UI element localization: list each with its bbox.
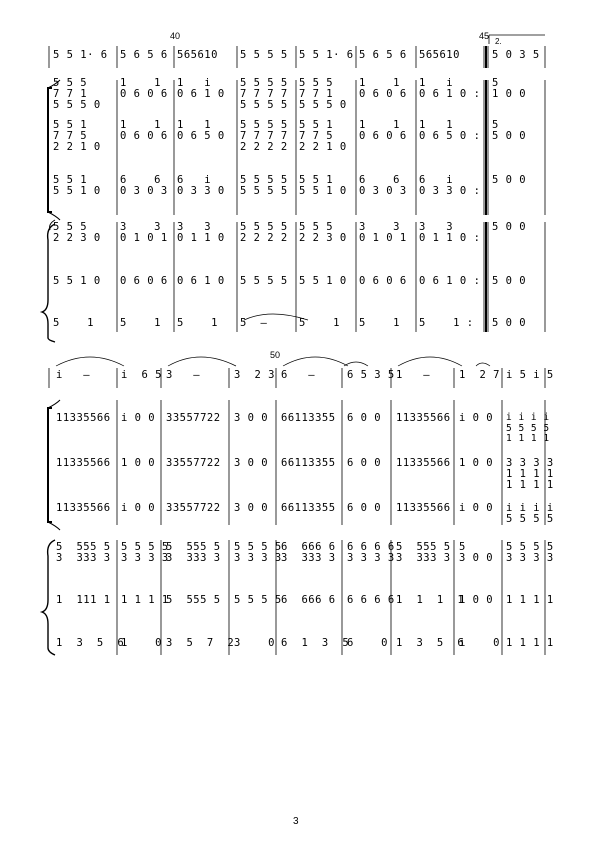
system1-melody-measure-8: 5 0 3 5 <box>492 49 540 61</box>
system1-staff-b-top-measure-7: 3 3 0 1 1 0 : <box>419 221 481 244</box>
system1-staff-a-top-measure-6: 1 1 0 6 0 6 <box>359 77 407 100</box>
measure-number-45: 45 <box>479 31 490 41</box>
system2-staff-a-mid-measure-9: 3 3 3 3 1 1 1 1 1 1 1 1 <box>506 457 554 491</box>
system2-staff-a-mid-measure-7: 11335566 <box>396 457 451 469</box>
system1-staff-a-bot-measure-8: 5 0 0 <box>492 174 527 186</box>
system2-staff-b-mid-measure-3: 5 555 5 <box>166 594 221 606</box>
system2-staff-a-top-measure-3: 33557722 <box>166 412 221 424</box>
system2-staff-b-top-measure-8: 5 3 0 0 <box>459 541 494 564</box>
system2-staff-b-bot-measure-2: 1 0 <box>121 637 162 649</box>
system1-melody-measure-7: 565610 <box>419 49 460 61</box>
system1-staff-a-top-measure-1: 5 5 5 7 7 1 5 5 5 0 <box>53 77 101 111</box>
system1-melody-measure-3: 565610 <box>177 49 218 61</box>
system2-melody-measure-9: i 5 i 5 <box>506 369 554 381</box>
system2-staff-a-bot-measure-7: 11335566 <box>396 502 451 514</box>
measure-number-40: 40 <box>170 31 181 41</box>
system1-staff-a-mid-measure-2: 1 1 0 6 0 6 <box>120 119 168 142</box>
system2-staff-a-top-measure-8: i 0 0 <box>459 412 494 424</box>
system2-staff-b-mid-measure-9: 1 1 1 1 <box>506 594 554 606</box>
system1-staff-b-bot-measure-6: 5 1 <box>359 317 400 329</box>
system2-staff-a-top-measure-9: i i i i 5 5 5 5 1 1 1 1 <box>506 412 550 444</box>
system2-staff-b-top-measure-4: 5 5 5 5 3 3 3 3 <box>234 541 282 564</box>
system1-staff-a-bot-measure-1: 5 5 1 5 5 1 0 <box>53 174 101 197</box>
system2-staff-b-top-measure-7: 5 555 5 3 333 3 <box>396 541 451 564</box>
system1-staff-a-top-measure-5: 5 5 5 7 7 1 5 5 5 0 <box>299 77 347 111</box>
system2-melody-measure-1: i — <box>56 369 91 381</box>
system2-staff-a-mid-measure-8: 1 0 0 <box>459 457 494 469</box>
system2-staff-a-mid-measure-2: 1 0 0 <box>121 457 156 469</box>
system1-staff-b-top-measure-4: 5 5 5 5 2 2 2 2 <box>240 221 288 244</box>
system1-staff-a-mid-measure-5: 5 5 1 7 7 5 2 2 1 0 <box>299 119 347 153</box>
system2-staff-a-mid-measure-5: 66113355 <box>281 457 336 469</box>
system2-staff-b-bot-measure-8: i 0 <box>459 637 500 649</box>
system2-staff-b-top-measure-2: 5 5 5 5 3 3 3 3 <box>121 541 169 564</box>
system1-staff-a-bot-measure-3: 6 i 0 3 3 0 <box>177 174 225 197</box>
system1-staff-a-mid-measure-6: 1 1 0 6 0 6 <box>359 119 407 142</box>
system1-staff-b-top-measure-8: 5 0 0 <box>492 221 527 233</box>
system2-staff-a-top-measure-7: 11335566 <box>396 412 451 424</box>
system2-melody-measure-7: 1 — <box>396 369 431 381</box>
system1-staff-a-bot-measure-2: 6 6 0 3 0 3 <box>120 174 168 197</box>
system2-staff-a-mid-measure-6: 6 0 0 <box>347 457 382 469</box>
system2-staff-a-top-measure-5: 66113355 <box>281 412 336 424</box>
system1-staff-b-top-measure-6: 3 3 0 1 0 1 <box>359 221 407 244</box>
system1-melody-measure-5: 5 5 1· 6 <box>299 49 354 61</box>
system2-staff-b-bot-measure-9: 1 1 1 1 <box>506 637 554 649</box>
system2-staff-a-bot-measure-5: 66113355 <box>281 502 336 514</box>
system2-staff-a-bot-measure-9: i i i i 5 5 5 5 <box>506 502 554 525</box>
system1-melody-measure-2: 5 6 5 6 <box>120 49 168 61</box>
system1-staff-a-top-measure-8: 5 1 0 0 <box>492 77 527 100</box>
system1-staff-b-mid-measure-4: 5 5 5 5 <box>240 275 288 287</box>
system1-staff-b-top-measure-5: 5 5 5 2 2 3 0 <box>299 221 347 244</box>
system1-staff-a-mid-measure-4: 5 5 5 5 7 7 7 7 2 2 2 2 <box>240 119 288 153</box>
system2-staff-a-mid-measure-3: 33557722 <box>166 457 221 469</box>
volta-label: 2. <box>495 37 502 46</box>
system2-staff-a-bot-measure-4: 3 0 0 <box>234 502 269 514</box>
system2-staff-b-mid-measure-6: 6 6 6 6 <box>347 594 395 606</box>
system1-staff-a-top-measure-3: 1 i 0 6 1 0 <box>177 77 225 100</box>
system2-staff-b-top-measure-1: 5 555 5 3 333 3 <box>56 541 111 564</box>
system2-staff-a-top-measure-1: 11335566 <box>56 412 111 424</box>
system1-staff-b-top-measure-1: 5 5 5 2 2 3 0 <box>53 221 101 244</box>
system2-staff-b-bot-measure-4: 3 0 <box>234 637 275 649</box>
system2-staff-a-bot-measure-1: 11335566 <box>56 502 111 514</box>
system1-staff-b-bot-measure-2: 5 1 <box>120 317 161 329</box>
system2-melody-measure-6: 6 5 3 5 <box>347 369 395 381</box>
system2-staff-a-top-measure-4: 3 0 0 <box>234 412 269 424</box>
system1-staff-b-top-measure-3: 3 3 0 1 1 0 <box>177 221 225 244</box>
system2-staff-b-mid-measure-1: 1 111 1 <box>56 594 111 606</box>
system2-melody-measure-4: 3 2 3 <box>234 369 275 381</box>
system2-melody-measure-8: 1 2 7 <box>459 369 500 381</box>
system2-staff-a-bot-measure-8: i 0 0 <box>459 502 494 514</box>
system2-staff-a-bot-measure-2: i 0 0 <box>121 502 156 514</box>
system2-staff-b-mid-measure-5: 6 666 6 <box>281 594 336 606</box>
system1-staff-a-bot-measure-4: 5 5 5 5 5 5 5 5 <box>240 174 288 197</box>
system2-staff-b-bot-measure-7: 1 3 5 6 <box>396 637 465 649</box>
system2-staff-b-mid-measure-2: 1 1 1 1 <box>121 594 169 606</box>
system1-staff-a-mid-measure-7: 1 1 0 6 5 0 : <box>419 119 481 142</box>
page-number: 3 <box>293 816 299 827</box>
system1-staff-b-mid-measure-6: 0 6 0 6 <box>359 275 407 287</box>
system1-staff-b-bot-measure-4: 5 — <box>240 317 268 329</box>
system2-staff-b-mid-measure-8: 1 0 0 <box>459 594 494 606</box>
system2-staff-a-bot-measure-3: 33557722 <box>166 502 221 514</box>
system1-staff-a-top-measure-2: 1 1 0 6 0 6 <box>120 77 168 100</box>
system2-staff-b-bot-measure-5: 6 1 3 5 <box>281 637 350 649</box>
system1-staff-b-bot-measure-3: 5 1 <box>177 317 218 329</box>
measure-number-50: 50 <box>270 350 281 360</box>
system1-staff-b-bot-measure-5: 5 1 <box>299 317 340 329</box>
system1-staff-a-bot-measure-6: 6 6 0 3 0 3 <box>359 174 407 197</box>
system1-staff-b-top-measure-2: 3 3 0 1 0 1 <box>120 221 168 244</box>
system1-staff-b-mid-measure-2: 0 6 0 6 <box>120 275 168 287</box>
system1-melody-measure-1: 5 5 1· 6 <box>53 49 108 61</box>
system2-staff-b-top-measure-9: 5 5 5 5 3 3 3 3 <box>506 541 554 564</box>
system2-staff-b-top-measure-6: 6 6 6 6 3 3 3 3 <box>347 541 395 564</box>
system1-staff-a-bot-measure-7: 6 i 0 3 3 0 : <box>419 174 481 197</box>
system1-staff-a-mid-measure-1: 5 5 1 7 7 5 2 2 1 0 <box>53 119 101 153</box>
system2-melody-measure-5: 6 — <box>281 369 316 381</box>
system2-staff-a-mid-measure-4: 3 0 0 <box>234 457 269 469</box>
system1-staff-b-bot-measure-1: 5 1 <box>53 317 94 329</box>
system1-melody-measure-6: 5 6 5 6 <box>359 49 407 61</box>
system1-staff-a-bot-measure-5: 5 5 1 5 5 1 0 <box>299 174 347 197</box>
system2-staff-b-mid-measure-4: 5 5 5 5 <box>234 594 282 606</box>
system1-staff-b-mid-measure-1: 5 5 1 0 <box>53 275 101 287</box>
system2-staff-b-bot-measure-1: 1 3 5 6 <box>56 637 125 649</box>
system2-melody-measure-2: i 6 5 <box>121 369 162 381</box>
system1-staff-b-bot-measure-7: 5 1 : <box>419 317 474 329</box>
system2-staff-a-top-measure-6: 6 0 0 <box>347 412 382 424</box>
system1-staff-b-mid-measure-5: 5 5 1 0 <box>299 275 347 287</box>
system1-staff-a-top-measure-7: 1 i 0 6 1 0 : <box>419 77 481 100</box>
system2-staff-b-bot-measure-6: 6 0 <box>347 637 388 649</box>
system1-staff-b-mid-measure-8: 5 0 0 <box>492 275 527 287</box>
system1-staff-a-mid-measure-3: 1 1 0 6 5 0 <box>177 119 225 142</box>
system2-staff-b-mid-measure-7: 1 1 1 1 <box>396 594 465 606</box>
system1-melody-measure-4: 5 5 5 5 <box>240 49 288 61</box>
system2-staff-a-mid-measure-1: 11335566 <box>56 457 111 469</box>
system2-staff-b-top-measure-5: 6 666 6 3 333 3 <box>281 541 336 564</box>
system2-staff-b-bot-measure-3: 3 5 7 2 <box>166 637 235 649</box>
system1-staff-b-mid-measure-7: 0 6 1 0 : <box>419 275 481 287</box>
system2-staff-a-bot-measure-6: 6 0 0 <box>347 502 382 514</box>
system1-staff-b-mid-measure-3: 0 6 1 0 <box>177 275 225 287</box>
system2-staff-a-top-measure-2: i 0 0 <box>121 412 156 424</box>
system1-staff-a-mid-measure-8: 5 5 0 0 <box>492 119 527 142</box>
system2-staff-b-top-measure-3: 5 555 5 3 333 3 <box>166 541 221 564</box>
system1-staff-a-top-measure-4: 5 5 5 5 7 7 7 7 5 5 5 5 <box>240 77 288 111</box>
system1-staff-b-bot-measure-8: 5 0 0 <box>492 317 527 329</box>
system2-melody-measure-3: 3 — <box>166 369 201 381</box>
